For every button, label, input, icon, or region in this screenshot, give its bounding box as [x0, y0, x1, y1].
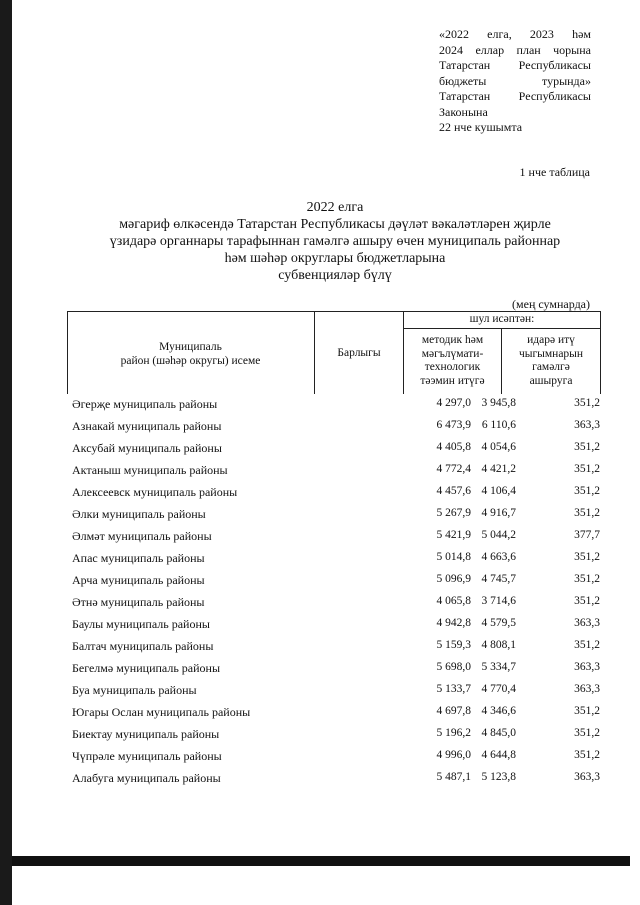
admin-value: 351,2	[574, 727, 600, 739]
annotation-line: Татарстан Республикасы	[439, 89, 591, 103]
total-value: 4 996,0	[436, 749, 471, 761]
table-row	[72, 506, 600, 528]
district-name: Әтнә муниципаль районы	[72, 595, 205, 609]
table-row	[72, 550, 600, 572]
methodic-value: 4 106,4	[481, 485, 516, 497]
methodic-value: 4 421,2	[481, 463, 516, 475]
document-title	[70, 199, 600, 284]
district-name: Чүпрәле муниципаль районы	[72, 749, 222, 763]
district-name: Әгерҗе муниципаль районы	[72, 397, 218, 411]
table-row	[72, 638, 600, 660]
header-methodic-line: мәгълүмати-	[421, 347, 484, 360]
admin-value: 351,2	[574, 441, 600, 453]
scan-left-border	[0, 0, 12, 905]
admin-value: 351,2	[574, 397, 600, 409]
admin-value: 363,3	[574, 617, 600, 629]
total-value: 4 942,8	[436, 617, 471, 629]
table-body	[72, 396, 600, 792]
methodic-value: 4 644,8	[481, 749, 516, 761]
annotation-line: 22 нче кушымта	[439, 120, 523, 134]
admin-value: 351,2	[574, 573, 600, 585]
district-name: Арча муниципаль районы	[72, 573, 205, 587]
header-admin	[502, 334, 600, 388]
table-row	[72, 396, 600, 418]
admin-value: 351,2	[574, 639, 600, 651]
methodic-value: 4 916,7	[481, 507, 516, 519]
total-value: 5 267,9	[436, 507, 471, 519]
total-value: 5 096,9	[436, 573, 471, 585]
methodic-value: 5 044,2	[481, 529, 516, 541]
total-value: 5 487,1	[436, 771, 471, 783]
total-value: 5 133,7	[436, 683, 471, 695]
table-row	[72, 572, 600, 594]
header-admin-line: чыгымнарын	[518, 347, 584, 360]
methodic-value: 4 054,6	[481, 441, 516, 453]
header-total: Барлыгы	[337, 347, 381, 359]
district-name: Әлки муниципаль районы	[72, 507, 206, 521]
methodic-value: 3 714,6	[481, 595, 516, 607]
district-name: Актаныш муниципаль районы	[72, 463, 228, 477]
table-row	[72, 704, 600, 726]
table-header	[67, 311, 601, 394]
admin-value: 363,3	[574, 419, 600, 431]
district-name: Апас муниципаль районы	[72, 551, 205, 565]
law-annotation	[439, 27, 591, 136]
annotation-line: бюджеты турында»	[439, 73, 591, 88]
total-value: 4 065,8	[436, 595, 471, 607]
admin-value: 351,2	[574, 463, 600, 475]
admin-value: 351,2	[574, 485, 600, 497]
total-value: 4 457,6	[436, 485, 471, 497]
total-value: 4 297,0	[436, 397, 471, 409]
annotation-line: Законына	[439, 104, 488, 119]
table-row	[72, 594, 600, 616]
header-methodic-line: технологик	[424, 361, 481, 373]
header-name	[67, 341, 314, 368]
methodic-value: 6 110,6	[481, 419, 516, 431]
header-methodic-line: методик һәм	[421, 334, 484, 346]
title-line: үзидарә органнары тарафыннан гамәлгә ашыру өчен муниципаль районнар	[109, 234, 561, 249]
district-name: Аксубай муниципаль районы	[72, 441, 222, 455]
total-value: 4 697,8	[436, 705, 471, 717]
methodic-value: 4 808,1	[481, 639, 516, 651]
header-including: шул исәптән:	[469, 313, 535, 325]
total-value: 5 196,2	[436, 727, 471, 739]
district-name: Алабуга муниципаль районы	[72, 771, 221, 785]
district-name: Азнакай муниципаль районы	[72, 419, 222, 433]
table-row	[72, 770, 600, 792]
admin-value: 351,2	[574, 749, 600, 761]
header-admin-line: идарә итү	[527, 334, 575, 346]
table-row	[72, 616, 600, 638]
annotation-line: Татарстан Республикасы	[439, 58, 591, 72]
header-admin-line: гамәлгә	[532, 361, 570, 373]
district-name: Югары Ослан муниципаль районы	[72, 705, 251, 719]
header-name-line: Муниципаль	[159, 341, 222, 353]
table-row	[72, 748, 600, 770]
total-value: 4 405,8	[436, 441, 471, 453]
annotation-line: «2022 елга, 2023 һәм	[439, 27, 591, 41]
methodic-value: 4 663,6	[481, 551, 516, 563]
table-row	[72, 462, 600, 484]
total-value: 5 014,8	[436, 551, 471, 563]
header-name-line: район (шәһәр округы) исеме	[120, 354, 261, 367]
title-line: 2022 елга	[306, 200, 364, 215]
title-line: мәгариф өлкәсендә Татарстан Республикасы дәүләт вәкаләтләрен җирле	[119, 217, 551, 232]
table-row	[72, 440, 600, 462]
admin-value: 351,2	[574, 551, 600, 563]
methodic-value: 5 334,7	[481, 661, 516, 673]
methodic-value: 4 745,7	[481, 573, 516, 585]
district-name: Буа муниципаль районы	[72, 683, 197, 697]
title-line: һәм шәһәр округлары бюджетларына	[224, 251, 446, 266]
title-line: субвенцияләр бүлү	[278, 268, 392, 283]
methodic-value: 5 123,8	[481, 771, 516, 783]
methodic-value: 3 945,8	[481, 397, 516, 409]
header-methodic-line: тәэмин итүгә	[420, 374, 485, 387]
admin-value: 363,3	[574, 661, 600, 673]
table-row	[72, 660, 600, 682]
district-name: Биектау муниципаль районы	[72, 727, 220, 741]
district-name: Әлмәт муниципаль районы	[72, 529, 212, 543]
header-subline	[403, 328, 601, 329]
methodic-value: 4 346,6	[481, 705, 516, 717]
header-admin-line: ашыруга	[529, 374, 573, 387]
table-row	[72, 682, 600, 704]
header-top-line	[67, 311, 601, 312]
total-value: 5 421,9	[436, 529, 471, 541]
methodic-value: 4 579,5	[481, 617, 516, 629]
table-row	[72, 726, 600, 748]
district-name: Бегелмә муниципаль районы	[72, 661, 221, 675]
unit-label: (мең сумнарда)	[512, 297, 590, 311]
total-value: 5 159,3	[436, 639, 471, 651]
methodic-value: 4 770,4	[481, 683, 516, 695]
admin-value: 377,7	[574, 529, 600, 541]
table-row	[72, 418, 600, 440]
district-name: Балтач муниципаль районы	[72, 639, 214, 653]
admin-value: 351,2	[574, 595, 600, 607]
admin-value: 351,2	[574, 507, 600, 519]
table-row	[72, 484, 600, 506]
table-number: 1 нче таблица	[519, 165, 590, 179]
admin-value: 363,3	[574, 771, 600, 783]
admin-value: 351,2	[574, 705, 600, 717]
header-methodic	[404, 334, 501, 388]
header-right-line	[600, 311, 601, 394]
scan-bottom-border	[12, 856, 630, 866]
district-name: Баулы муниципаль районы	[72, 617, 210, 631]
total-value: 5 698,0	[436, 661, 471, 673]
table-row	[72, 528, 600, 550]
admin-value: 363,3	[574, 683, 600, 695]
total-value: 6 473,9	[436, 419, 471, 431]
methodic-value: 4 845,0	[481, 727, 516, 739]
total-value: 4 772,4	[436, 463, 471, 475]
annotation-line: 2024 еллар план чорына	[439, 42, 591, 57]
district-name: Алексеевск муниципаль районы	[72, 485, 238, 499]
